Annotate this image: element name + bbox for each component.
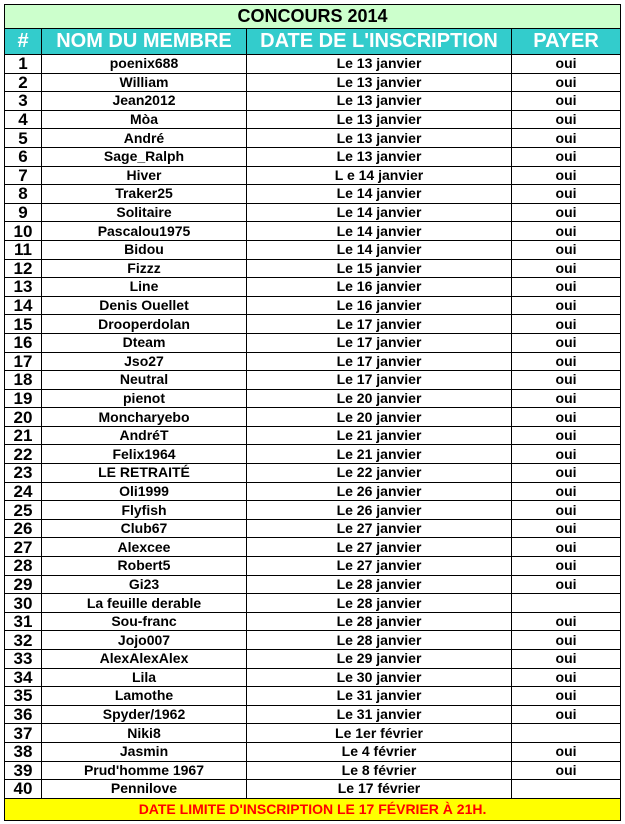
registration-date: Le 27 janvier bbox=[247, 519, 512, 538]
member-name: Mòa bbox=[42, 110, 247, 129]
row-number: 1 bbox=[5, 55, 42, 74]
row-number: 24 bbox=[5, 482, 42, 501]
registration-date: Le 17 février bbox=[247, 780, 512, 799]
member-name: Oli1999 bbox=[42, 482, 247, 501]
member-name: Traker25 bbox=[42, 185, 247, 204]
paid-status: oui bbox=[512, 761, 621, 780]
table-row bbox=[5, 333, 621, 352]
paid-status: oui bbox=[512, 742, 621, 761]
registration-deadline-note: DATE LIMITE D'INSCRIPTION LE 17 FÉVRIER À 21H. bbox=[5, 798, 621, 820]
paid-status bbox=[512, 780, 621, 799]
table-row bbox=[5, 129, 621, 148]
paid-status: oui bbox=[512, 185, 621, 204]
table-row bbox=[5, 240, 621, 259]
table-row bbox=[5, 110, 621, 129]
table-row bbox=[5, 259, 621, 278]
registration-date: Le 13 janvier bbox=[247, 147, 512, 166]
paid-status: oui bbox=[512, 259, 621, 278]
paid-status: oui bbox=[512, 519, 621, 538]
paid-status: oui bbox=[512, 557, 621, 576]
table-row bbox=[5, 538, 621, 557]
row-number: 6 bbox=[5, 147, 42, 166]
member-name: Line bbox=[42, 278, 247, 297]
row-number: 27 bbox=[5, 538, 42, 557]
member-name: Hiver bbox=[42, 166, 247, 185]
table-row bbox=[5, 557, 621, 576]
member-name: Prud'homme 1967 bbox=[42, 761, 247, 780]
table-row bbox=[5, 92, 621, 111]
table-row bbox=[5, 761, 621, 780]
member-name: Fizzz bbox=[42, 259, 247, 278]
member-name: Sou-franc bbox=[42, 612, 247, 631]
registration-date: Le 14 janvier bbox=[247, 222, 512, 241]
registration-date: Le 17 janvier bbox=[247, 371, 512, 390]
member-name: AndréT bbox=[42, 426, 247, 445]
table-row bbox=[5, 705, 621, 724]
table-row bbox=[5, 147, 621, 166]
row-number: 28 bbox=[5, 557, 42, 576]
registration-date: Le 17 janvier bbox=[247, 333, 512, 352]
table-row bbox=[5, 594, 621, 613]
paid-status: oui bbox=[512, 296, 621, 315]
member-name: Jean2012 bbox=[42, 92, 247, 111]
table-row bbox=[5, 464, 621, 483]
paid-status: oui bbox=[512, 612, 621, 631]
paid-status bbox=[512, 594, 621, 613]
registration-date: Le 14 janvier bbox=[247, 203, 512, 222]
member-name: Dteam bbox=[42, 333, 247, 352]
table-row bbox=[5, 519, 621, 538]
row-number: 34 bbox=[5, 668, 42, 687]
row-number: 26 bbox=[5, 519, 42, 538]
registration-date: Le 26 janvier bbox=[247, 501, 512, 520]
paid-status: oui bbox=[512, 129, 621, 148]
row-number: 8 bbox=[5, 185, 42, 204]
table-row bbox=[5, 612, 621, 631]
row-number: 18 bbox=[5, 371, 42, 390]
member-name: Jso27 bbox=[42, 352, 247, 371]
row-number: 13 bbox=[5, 278, 42, 297]
registration-date: Le 31 janvier bbox=[247, 687, 512, 706]
registration-date: Le 21 janvier bbox=[247, 445, 512, 464]
paid-status: oui bbox=[512, 687, 621, 706]
table-row bbox=[5, 73, 621, 92]
member-name: Moncharyebo bbox=[42, 408, 247, 427]
paid-status: oui bbox=[512, 650, 621, 669]
member-name: Solitaire bbox=[42, 203, 247, 222]
paid-status: oui bbox=[512, 166, 621, 185]
registration-date: Le 22 janvier bbox=[247, 464, 512, 483]
table-row bbox=[5, 315, 621, 334]
paid-status: oui bbox=[512, 389, 621, 408]
table-row bbox=[5, 445, 621, 464]
registration-date: Le 15 janvier bbox=[247, 259, 512, 278]
row-number: 10 bbox=[5, 222, 42, 241]
paid-status: oui bbox=[512, 333, 621, 352]
registration-date: Le 28 janvier bbox=[247, 631, 512, 650]
row-number: 15 bbox=[5, 315, 42, 334]
paid-status: oui bbox=[512, 315, 621, 334]
registration-date: L e 14 janvier bbox=[247, 166, 512, 185]
row-number: 14 bbox=[5, 296, 42, 315]
member-name: Club67 bbox=[42, 519, 247, 538]
table-row bbox=[5, 724, 621, 743]
paid-status: oui bbox=[512, 203, 621, 222]
title-row bbox=[5, 5, 621, 29]
member-name: William bbox=[42, 73, 247, 92]
table-row bbox=[5, 426, 621, 445]
row-number: 5 bbox=[5, 129, 42, 148]
member-name: Jasmin bbox=[42, 742, 247, 761]
member-name: Felix1964 bbox=[42, 445, 247, 464]
member-name: Neutral bbox=[42, 371, 247, 390]
paid-status: oui bbox=[512, 501, 621, 520]
row-number: 22 bbox=[5, 445, 42, 464]
member-name: Lila bbox=[42, 668, 247, 687]
table-row bbox=[5, 222, 621, 241]
row-number: 29 bbox=[5, 575, 42, 594]
table-row bbox=[5, 482, 621, 501]
registration-date: Le 20 janvier bbox=[247, 389, 512, 408]
paid-status: oui bbox=[512, 73, 621, 92]
member-name: poenix688 bbox=[42, 55, 247, 74]
row-number: 21 bbox=[5, 426, 42, 445]
row-number: 19 bbox=[5, 389, 42, 408]
table-row bbox=[5, 296, 621, 315]
paid-status: oui bbox=[512, 464, 621, 483]
member-name: Pennilove bbox=[42, 780, 247, 799]
paid-status: oui bbox=[512, 538, 621, 557]
row-number: 36 bbox=[5, 705, 42, 724]
paid-status: oui bbox=[512, 445, 621, 464]
member-name: André bbox=[42, 129, 247, 148]
row-number: 25 bbox=[5, 501, 42, 520]
paid-status: oui bbox=[512, 371, 621, 390]
row-number: 40 bbox=[5, 780, 42, 799]
table-row bbox=[5, 185, 621, 204]
table-row bbox=[5, 650, 621, 669]
registration-date: Le 13 janvier bbox=[247, 129, 512, 148]
member-name: Denis Ouellet bbox=[42, 296, 247, 315]
table-row bbox=[5, 575, 621, 594]
row-number: 33 bbox=[5, 650, 42, 669]
row-number: 39 bbox=[5, 761, 42, 780]
row-number: 23 bbox=[5, 464, 42, 483]
registration-date: Le 28 janvier bbox=[247, 612, 512, 631]
member-name: Flyfish bbox=[42, 501, 247, 520]
row-number: 38 bbox=[5, 742, 42, 761]
table-row bbox=[5, 408, 621, 427]
paid-status: oui bbox=[512, 240, 621, 259]
table-body bbox=[5, 55, 621, 799]
registration-date: Le 30 janvier bbox=[247, 668, 512, 687]
table-row bbox=[5, 687, 621, 706]
table-row bbox=[5, 780, 621, 799]
row-number: 3 bbox=[5, 92, 42, 111]
row-number: 20 bbox=[5, 408, 42, 427]
row-number: 32 bbox=[5, 631, 42, 650]
registration-date: Le 29 janvier bbox=[247, 650, 512, 669]
registration-date: Le 16 janvier bbox=[247, 278, 512, 297]
row-number: 7 bbox=[5, 166, 42, 185]
registration-date: Le 31 janvier bbox=[247, 705, 512, 724]
registration-date: Le 13 janvier bbox=[247, 73, 512, 92]
registration-date: Le 17 janvier bbox=[247, 315, 512, 334]
table-row bbox=[5, 278, 621, 297]
member-name: Lamothe bbox=[42, 687, 247, 706]
row-number: 2 bbox=[5, 73, 42, 92]
table-title: CONCOURS 2014 bbox=[5, 5, 621, 29]
table-row bbox=[5, 742, 621, 761]
paid-status: oui bbox=[512, 631, 621, 650]
header-registration-date: DATE DE L'INSCRIPTION bbox=[247, 29, 512, 55]
paid-status: oui bbox=[512, 110, 621, 129]
header-row bbox=[5, 29, 621, 55]
registration-date: Le 28 janvier bbox=[247, 575, 512, 594]
registration-table bbox=[4, 4, 621, 821]
member-name: LE RETRAITÉ bbox=[42, 464, 247, 483]
row-number: 4 bbox=[5, 110, 42, 129]
paid-status: oui bbox=[512, 426, 621, 445]
table-row bbox=[5, 371, 621, 390]
registration-date: Le 13 janvier bbox=[247, 92, 512, 111]
row-number: 9 bbox=[5, 203, 42, 222]
registration-date: Le 16 janvier bbox=[247, 296, 512, 315]
registration-date: Le 27 janvier bbox=[247, 538, 512, 557]
registration-date: Le 14 janvier bbox=[247, 240, 512, 259]
member-name: Alexcee bbox=[42, 538, 247, 557]
member-name: Drooperdolan bbox=[42, 315, 247, 334]
table-row bbox=[5, 389, 621, 408]
row-number: 31 bbox=[5, 612, 42, 631]
member-name: Niki8 bbox=[42, 724, 247, 743]
paid-status: oui bbox=[512, 222, 621, 241]
registration-date: Le 8 février bbox=[247, 761, 512, 780]
table-row bbox=[5, 166, 621, 185]
registration-date: Le 20 janvier bbox=[247, 408, 512, 427]
member-name: Bidou bbox=[42, 240, 247, 259]
header-paid: PAYER bbox=[512, 29, 621, 55]
paid-status: oui bbox=[512, 55, 621, 74]
registration-date: Le 4 février bbox=[247, 742, 512, 761]
row-number: 12 bbox=[5, 259, 42, 278]
footer-row bbox=[5, 798, 621, 820]
paid-status: oui bbox=[512, 668, 621, 687]
header-number: # bbox=[5, 29, 42, 55]
paid-status: oui bbox=[512, 352, 621, 371]
table-row bbox=[5, 352, 621, 371]
paid-status bbox=[512, 724, 621, 743]
table-row bbox=[5, 501, 621, 520]
registration-date: Le 26 janvier bbox=[247, 482, 512, 501]
member-name: pienot bbox=[42, 389, 247, 408]
table-row bbox=[5, 55, 621, 74]
registration-date: Le 14 janvier bbox=[247, 185, 512, 204]
paid-status: oui bbox=[512, 408, 621, 427]
registration-date: Le 13 janvier bbox=[247, 110, 512, 129]
table-row bbox=[5, 203, 621, 222]
paid-status: oui bbox=[512, 92, 621, 111]
row-number: 17 bbox=[5, 352, 42, 371]
member-name: Sage_Ralph bbox=[42, 147, 247, 166]
header-member-name: NOM DU MEMBRE bbox=[42, 29, 247, 55]
registration-date: Le 21 janvier bbox=[247, 426, 512, 445]
table-row bbox=[5, 631, 621, 650]
paid-status: oui bbox=[512, 705, 621, 724]
member-name: Gi23 bbox=[42, 575, 247, 594]
registration-date: Le 17 janvier bbox=[247, 352, 512, 371]
member-name: La feuille derable bbox=[42, 594, 247, 613]
registration-date: Le 13 janvier bbox=[247, 55, 512, 74]
row-number: 30 bbox=[5, 594, 42, 613]
registration-date: Le 28 janvier bbox=[247, 594, 512, 613]
row-number: 37 bbox=[5, 724, 42, 743]
table-row bbox=[5, 668, 621, 687]
registration-date: Le 1er février bbox=[247, 724, 512, 743]
row-number: 16 bbox=[5, 333, 42, 352]
row-number: 11 bbox=[5, 240, 42, 259]
paid-status: oui bbox=[512, 482, 621, 501]
member-name: AlexAlexAlex bbox=[42, 650, 247, 669]
member-name: Pascalou1975 bbox=[42, 222, 247, 241]
row-number: 35 bbox=[5, 687, 42, 706]
member-name: Jojo007 bbox=[42, 631, 247, 650]
registration-date: Le 27 janvier bbox=[247, 557, 512, 576]
member-name: Robert5 bbox=[42, 557, 247, 576]
paid-status: oui bbox=[512, 278, 621, 297]
paid-status: oui bbox=[512, 575, 621, 594]
member-name: Spyder/1962 bbox=[42, 705, 247, 724]
paid-status: oui bbox=[512, 147, 621, 166]
